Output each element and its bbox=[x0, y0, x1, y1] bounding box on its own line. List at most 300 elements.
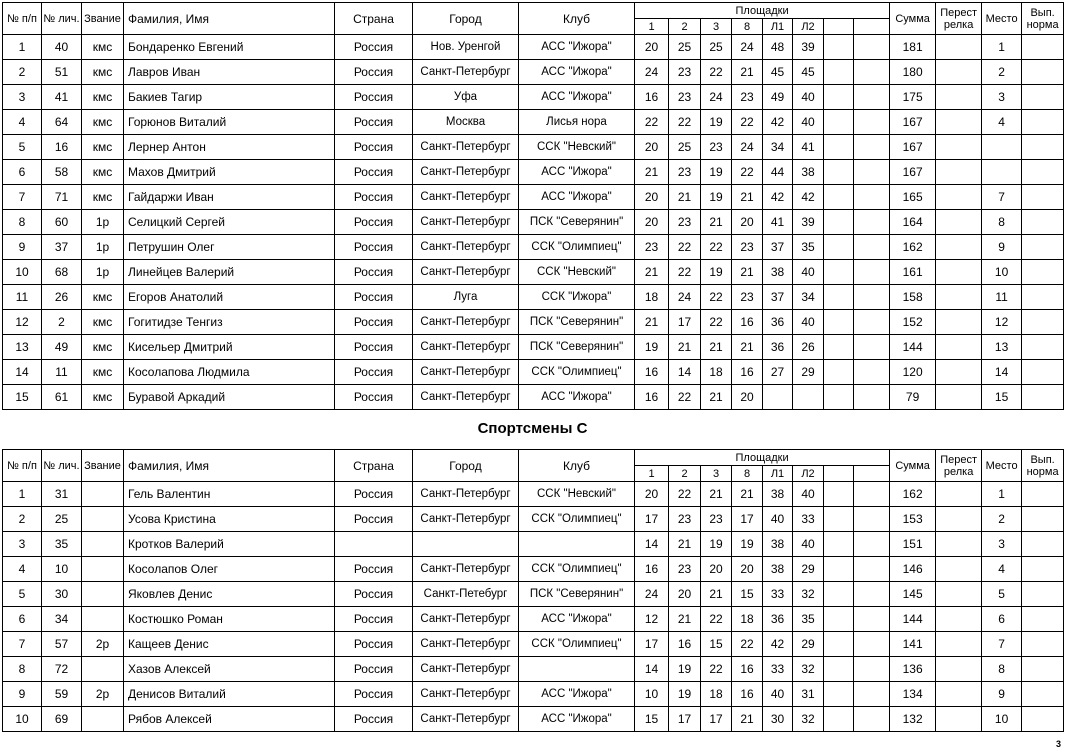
cell-site-score: 22 bbox=[701, 60, 732, 85]
cell-rank: кмс bbox=[82, 335, 124, 360]
table-row bbox=[3, 482, 1064, 507]
cell-rank: 2р bbox=[82, 682, 124, 707]
table-body bbox=[3, 35, 1064, 410]
header-site-col: 8 bbox=[732, 19, 763, 35]
header-city: Город bbox=[413, 3, 519, 35]
cell-site-score: 15 bbox=[701, 632, 732, 657]
cell-num: 7 bbox=[3, 185, 42, 210]
cell-norm bbox=[1022, 335, 1064, 360]
cell-place: 4 bbox=[982, 557, 1022, 582]
header-site-col bbox=[854, 19, 890, 35]
header-sum: Сумма bbox=[890, 450, 936, 482]
cell-site-score bbox=[854, 632, 890, 657]
cell-shootoff bbox=[936, 557, 982, 582]
cell-site-score: 16 bbox=[669, 632, 701, 657]
cell-rank bbox=[82, 482, 124, 507]
header-sites: Площадки bbox=[635, 3, 890, 19]
cell-country: Россия bbox=[335, 35, 413, 60]
cell-lic: 58 bbox=[42, 160, 82, 185]
cell-site-score: 16 bbox=[635, 85, 669, 110]
cell-club: АСС "Ижора" bbox=[519, 682, 635, 707]
cell-site-score: 40 bbox=[793, 532, 824, 557]
cell-place: 7 bbox=[982, 185, 1022, 210]
cell-site-score: 16 bbox=[732, 682, 763, 707]
cell-place: 9 bbox=[982, 682, 1022, 707]
cell-lic: 49 bbox=[42, 335, 82, 360]
cell-rank: кмс bbox=[82, 160, 124, 185]
table-row bbox=[3, 582, 1064, 607]
cell-norm bbox=[1022, 507, 1064, 532]
table-row bbox=[3, 532, 1064, 557]
table-row bbox=[3, 632, 1064, 657]
cell-shootoff bbox=[936, 507, 982, 532]
table-row bbox=[3, 110, 1064, 135]
cell-rank bbox=[82, 707, 124, 732]
cell-norm bbox=[1022, 707, 1064, 732]
cell-site-score: 18 bbox=[701, 360, 732, 385]
cell-rank: кмс bbox=[82, 135, 124, 160]
header-norm: Вып. норма bbox=[1022, 450, 1064, 482]
cell-site-score: 18 bbox=[635, 285, 669, 310]
cell-site-score: 21 bbox=[635, 310, 669, 335]
cell-site-score bbox=[824, 707, 854, 732]
cell-city: Санкт-Петербург bbox=[413, 557, 519, 582]
cell-lic: 51 bbox=[42, 60, 82, 85]
cell-name: Бондаренко Евгений bbox=[124, 35, 335, 60]
cell-site-score: 20 bbox=[732, 210, 763, 235]
cell-site-score: 38 bbox=[763, 260, 793, 285]
cell-norm bbox=[1022, 35, 1064, 60]
cell-site-score: 21 bbox=[732, 707, 763, 732]
cell-place: 4 bbox=[982, 110, 1022, 135]
cell-country: Россия bbox=[335, 707, 413, 732]
cell-place: 8 bbox=[982, 657, 1022, 682]
cell-site-score: 40 bbox=[763, 682, 793, 707]
cell-site-score bbox=[824, 285, 854, 310]
cell-site-score: 20 bbox=[635, 35, 669, 60]
cell-site-score: 37 bbox=[763, 285, 793, 310]
cell-sum: 79 bbox=[890, 385, 936, 410]
cell-site-score: 14 bbox=[635, 657, 669, 682]
header-country: Страна bbox=[335, 3, 413, 35]
cell-lic: 57 bbox=[42, 632, 82, 657]
cell-site-score bbox=[824, 260, 854, 285]
cell-name: Рябов Алексей bbox=[124, 707, 335, 732]
cell-site-score bbox=[854, 85, 890, 110]
cell-norm bbox=[1022, 60, 1064, 85]
cell-club: ПСК "Северянин" bbox=[519, 582, 635, 607]
cell-site-score: 19 bbox=[669, 657, 701, 682]
cell-city: Санкт-Петербург bbox=[413, 135, 519, 160]
cell-club bbox=[519, 532, 635, 557]
cell-site-score: 36 bbox=[763, 607, 793, 632]
cell-num: 10 bbox=[3, 260, 42, 285]
cell-place: 1 bbox=[982, 35, 1022, 60]
cell-site-score: 14 bbox=[669, 360, 701, 385]
cell-site-score: 21 bbox=[732, 335, 763, 360]
cell-lic: 10 bbox=[42, 557, 82, 582]
cell-site-score: 42 bbox=[763, 185, 793, 210]
cell-place: 13 bbox=[982, 335, 1022, 360]
cell-sum: 164 bbox=[890, 210, 936, 235]
cell-shootoff bbox=[936, 682, 982, 707]
cell-site-score: 17 bbox=[669, 707, 701, 732]
cell-name: Махов Дмитрий bbox=[124, 160, 335, 185]
cell-rank: кмс bbox=[82, 85, 124, 110]
cell-num: 6 bbox=[3, 607, 42, 632]
cell-num: 10 bbox=[3, 707, 42, 732]
cell-shootoff bbox=[936, 607, 982, 632]
cell-club: АСС "Ижора" bbox=[519, 385, 635, 410]
cell-rank: 1р bbox=[82, 260, 124, 285]
cell-country: Россия bbox=[335, 385, 413, 410]
cell-site-score: 20 bbox=[732, 557, 763, 582]
header-site-col: 8 bbox=[732, 466, 763, 482]
cell-site-score: 45 bbox=[763, 60, 793, 85]
cell-city: Санкт-Петербург bbox=[413, 482, 519, 507]
cell-site-score: 23 bbox=[732, 285, 763, 310]
cell-name: Яковлев Денис bbox=[124, 582, 335, 607]
cell-site-score: 19 bbox=[701, 110, 732, 135]
cell-site-score: 23 bbox=[669, 210, 701, 235]
cell-shootoff bbox=[936, 210, 982, 235]
header-sum: Сумма bbox=[890, 3, 936, 35]
cell-site-score bbox=[824, 682, 854, 707]
header-lic: № лич. bbox=[42, 3, 82, 35]
cell-site-score bbox=[854, 210, 890, 235]
cell-name: Гель Валентин bbox=[124, 482, 335, 507]
cell-num: 7 bbox=[3, 632, 42, 657]
cell-site-score: 16 bbox=[635, 557, 669, 582]
cell-site-score bbox=[824, 360, 854, 385]
cell-site-score bbox=[763, 385, 793, 410]
cell-rank bbox=[82, 507, 124, 532]
cell-shootoff bbox=[936, 360, 982, 385]
cell-site-score bbox=[854, 557, 890, 582]
table-row bbox=[3, 60, 1064, 85]
cell-name: Косолапова Людмила bbox=[124, 360, 335, 385]
cell-norm bbox=[1022, 185, 1064, 210]
cell-site-score: 21 bbox=[669, 532, 701, 557]
cell-name: Лернер Антон bbox=[124, 135, 335, 160]
cell-norm bbox=[1022, 285, 1064, 310]
cell-rank: кмс bbox=[82, 35, 124, 60]
cell-site-score: 15 bbox=[732, 582, 763, 607]
cell-site-score: 21 bbox=[701, 385, 732, 410]
cell-norm bbox=[1022, 385, 1064, 410]
cell-site-score: 22 bbox=[701, 310, 732, 335]
cell-place: 14 bbox=[982, 360, 1022, 385]
cell-num: 11 bbox=[3, 285, 42, 310]
cell-city: Санкт-Петербург bbox=[413, 607, 519, 632]
cell-site-score: 22 bbox=[669, 235, 701, 260]
cell-site-score bbox=[824, 385, 854, 410]
cell-sum: 146 bbox=[890, 557, 936, 582]
cell-site-score: 25 bbox=[669, 35, 701, 60]
cell-rank bbox=[82, 657, 124, 682]
cell-city: Нов. Уренгой bbox=[413, 35, 519, 60]
cell-site-score: 16 bbox=[635, 385, 669, 410]
cell-club: ССК "Невский" bbox=[519, 260, 635, 285]
cell-place: 3 bbox=[982, 532, 1022, 557]
cell-name: Петрушин Олег bbox=[124, 235, 335, 260]
cell-country: Россия bbox=[335, 160, 413, 185]
cell-site-score: 21 bbox=[701, 210, 732, 235]
cell-place: 9 bbox=[982, 235, 1022, 260]
header-name: Фамилия, Имя bbox=[124, 450, 335, 482]
header-site-col: Л1 bbox=[763, 19, 793, 35]
cell-sum: 153 bbox=[890, 507, 936, 532]
cell-lic: 60 bbox=[42, 210, 82, 235]
cell-site-score bbox=[824, 85, 854, 110]
cell-sum: 144 bbox=[890, 607, 936, 632]
cell-city: Санкт-Петербург bbox=[413, 707, 519, 732]
cell-norm bbox=[1022, 260, 1064, 285]
cell-site-score: 35 bbox=[793, 235, 824, 260]
cell-num: 15 bbox=[3, 385, 42, 410]
cell-rank bbox=[82, 532, 124, 557]
cell-site-score: 19 bbox=[701, 185, 732, 210]
cell-num: 2 bbox=[3, 507, 42, 532]
cell-site-score bbox=[824, 35, 854, 60]
cell-site-score bbox=[824, 110, 854, 135]
cell-site-score: 37 bbox=[763, 235, 793, 260]
cell-country: Россия bbox=[335, 285, 413, 310]
header-rank: Звание bbox=[82, 3, 124, 35]
cell-club: ССК "Невский" bbox=[519, 482, 635, 507]
cell-site-score: 38 bbox=[763, 482, 793, 507]
cell-shootoff bbox=[936, 260, 982, 285]
cell-name: Гогитидзе Тенгиз bbox=[124, 310, 335, 335]
cell-lic: 34 bbox=[42, 607, 82, 632]
cell-name: Хазов Алексей bbox=[124, 657, 335, 682]
cell-norm bbox=[1022, 160, 1064, 185]
cell-rank: кмс bbox=[82, 285, 124, 310]
cell-shootoff bbox=[936, 110, 982, 135]
cell-site-score: 19 bbox=[669, 682, 701, 707]
cell-country: Россия bbox=[335, 557, 413, 582]
cell-site-score: 23 bbox=[732, 85, 763, 110]
cell-site-score: 27 bbox=[763, 360, 793, 385]
cell-norm bbox=[1022, 85, 1064, 110]
cell-site-score: 49 bbox=[763, 85, 793, 110]
cell-site-score: 22 bbox=[732, 110, 763, 135]
section-title: Спортсмены С bbox=[477, 420, 588, 437]
table-header bbox=[3, 3, 1064, 35]
cell-place: 7 bbox=[982, 632, 1022, 657]
cell-site-score: 10 bbox=[635, 682, 669, 707]
cell-country: Россия bbox=[335, 482, 413, 507]
cell-site-score bbox=[854, 657, 890, 682]
cell-rank: 1р bbox=[82, 235, 124, 260]
cell-site-score: 17 bbox=[701, 707, 732, 732]
cell-sum: 151 bbox=[890, 532, 936, 557]
cell-site-score: 20 bbox=[635, 210, 669, 235]
cell-site-score: 33 bbox=[763, 582, 793, 607]
cell-sum: 181 bbox=[890, 35, 936, 60]
cell-country: Россия bbox=[335, 235, 413, 260]
cell-norm bbox=[1022, 657, 1064, 682]
cell-norm bbox=[1022, 532, 1064, 557]
cell-club: ПСК "Северянин" bbox=[519, 310, 635, 335]
header-site-col bbox=[824, 466, 854, 482]
header-site-col: 3 bbox=[701, 19, 732, 35]
header-country: Страна bbox=[335, 450, 413, 482]
cell-sum: 161 bbox=[890, 260, 936, 285]
header-place: Место bbox=[982, 3, 1022, 35]
cell-site-score: 29 bbox=[793, 557, 824, 582]
cell-site-score: 25 bbox=[669, 135, 701, 160]
cell-num: 9 bbox=[3, 682, 42, 707]
cell-norm bbox=[1022, 110, 1064, 135]
header-num: № п/п bbox=[3, 3, 42, 35]
cell-site-score: 21 bbox=[669, 335, 701, 360]
cell-country: Россия bbox=[335, 582, 413, 607]
cell-site-score: 20 bbox=[635, 482, 669, 507]
cell-site-score: 20 bbox=[635, 185, 669, 210]
cell-place: 10 bbox=[982, 260, 1022, 285]
cell-norm bbox=[1022, 135, 1064, 160]
cell-sum: 167 bbox=[890, 110, 936, 135]
cell-site-score bbox=[854, 185, 890, 210]
cell-site-score bbox=[854, 682, 890, 707]
cell-site-score: 21 bbox=[635, 260, 669, 285]
cell-site-score: 23 bbox=[701, 507, 732, 532]
table-body bbox=[3, 482, 1064, 732]
cell-country: Россия bbox=[335, 185, 413, 210]
cell-lic: 2 bbox=[42, 310, 82, 335]
cell-name: Горюнов Виталий bbox=[124, 110, 335, 135]
cell-site-score: 17 bbox=[635, 507, 669, 532]
page-number: 3 bbox=[1055, 739, 1061, 749]
cell-sum: 152 bbox=[890, 310, 936, 335]
cell-lic: 37 bbox=[42, 235, 82, 260]
cell-num: 1 bbox=[3, 482, 42, 507]
cell-site-score: 18 bbox=[701, 682, 732, 707]
cell-country: Россия bbox=[335, 135, 413, 160]
cell-site-score: 21 bbox=[669, 185, 701, 210]
cell-site-score: 23 bbox=[669, 85, 701, 110]
cell-site-score: 14 bbox=[635, 532, 669, 557]
header-site-col: 2 bbox=[669, 466, 701, 482]
header-club: Клуб bbox=[519, 3, 635, 35]
cell-country: Россия bbox=[335, 607, 413, 632]
cell-country: Россия bbox=[335, 632, 413, 657]
table-row bbox=[3, 310, 1064, 335]
cell-norm bbox=[1022, 632, 1064, 657]
cell-city: Санкт-Петербург bbox=[413, 657, 519, 682]
cell-num: 5 bbox=[3, 135, 42, 160]
cell-site-score: 24 bbox=[701, 85, 732, 110]
cell-site-score: 22 bbox=[732, 632, 763, 657]
cell-site-score: 24 bbox=[635, 582, 669, 607]
cell-site-score: 21 bbox=[701, 582, 732, 607]
cell-club: ССК "Ижора" bbox=[519, 285, 635, 310]
cell-site-score: 40 bbox=[793, 260, 824, 285]
table-row bbox=[3, 35, 1064, 60]
cell-site-score bbox=[824, 135, 854, 160]
cell-name: Костюшко Роман bbox=[124, 607, 335, 632]
cell-city: Луга bbox=[413, 285, 519, 310]
cell-club: АСС "Ижора" bbox=[519, 85, 635, 110]
cell-site-score: 38 bbox=[763, 532, 793, 557]
cell-site-score: 22 bbox=[669, 385, 701, 410]
cell-site-score: 24 bbox=[635, 60, 669, 85]
cell-shootoff bbox=[936, 532, 982, 557]
cell-name: Лавров Иван bbox=[124, 60, 335, 85]
cell-place: 11 bbox=[982, 285, 1022, 310]
cell-lic: 31 bbox=[42, 482, 82, 507]
cell-lic: 71 bbox=[42, 185, 82, 210]
cell-site-score: 42 bbox=[793, 185, 824, 210]
cell-num: 3 bbox=[3, 532, 42, 557]
cell-name: Бакиев Тагир bbox=[124, 85, 335, 110]
cell-num: 9 bbox=[3, 235, 42, 260]
cell-city: Санкт-Петербург bbox=[413, 160, 519, 185]
table-row bbox=[3, 657, 1064, 682]
cell-site-score: 20 bbox=[635, 135, 669, 160]
cell-site-score: 17 bbox=[669, 310, 701, 335]
cell-num: 14 bbox=[3, 360, 42, 385]
cell-rank: кмс bbox=[82, 185, 124, 210]
cell-site-score: 21 bbox=[635, 160, 669, 185]
cell-name: Кащеев Денис bbox=[124, 632, 335, 657]
cell-site-score: 38 bbox=[793, 160, 824, 185]
cell-num: 13 bbox=[3, 335, 42, 360]
cell-shootoff bbox=[936, 582, 982, 607]
cell-place: 10 bbox=[982, 707, 1022, 732]
cell-site-score bbox=[854, 607, 890, 632]
cell-name: Буравой Аркадий bbox=[124, 385, 335, 410]
cell-site-score: 36 bbox=[763, 310, 793, 335]
cell-lic: 59 bbox=[42, 682, 82, 707]
cell-country: Россия bbox=[335, 657, 413, 682]
header-shootoff: Перест релка bbox=[936, 3, 982, 35]
header-site-col: 1 bbox=[635, 466, 669, 482]
cell-shootoff bbox=[936, 235, 982, 260]
cell-city: Санкт-Петербург bbox=[413, 260, 519, 285]
cell-lic: 40 bbox=[42, 35, 82, 60]
cell-site-score: 39 bbox=[793, 210, 824, 235]
cell-city: Санкт-Петербург bbox=[413, 185, 519, 210]
cell-city: Санкт-Петербург bbox=[413, 235, 519, 260]
cell-site-score: 29 bbox=[793, 360, 824, 385]
cell-site-score: 48 bbox=[763, 35, 793, 60]
cell-country: Россия bbox=[335, 310, 413, 335]
cell-site-score: 22 bbox=[669, 260, 701, 285]
cell-country: Россия bbox=[335, 507, 413, 532]
cell-rank bbox=[82, 557, 124, 582]
cell-site-score: 32 bbox=[793, 582, 824, 607]
cell-site-score: 17 bbox=[635, 632, 669, 657]
table-row bbox=[3, 507, 1064, 532]
cell-site-score bbox=[854, 35, 890, 60]
cell-num: 4 bbox=[3, 110, 42, 135]
cell-site-score: 22 bbox=[732, 160, 763, 185]
cell-site-score: 21 bbox=[732, 482, 763, 507]
cell-num: 8 bbox=[3, 657, 42, 682]
cell-site-score: 12 bbox=[635, 607, 669, 632]
cell-club: АСС "Ижора" bbox=[519, 35, 635, 60]
cell-shootoff bbox=[936, 35, 982, 60]
cell-site-score bbox=[854, 110, 890, 135]
cell-site-score: 22 bbox=[635, 110, 669, 135]
header-rank: Звание bbox=[82, 450, 124, 482]
cell-site-score: 24 bbox=[669, 285, 701, 310]
cell-norm bbox=[1022, 310, 1064, 335]
cell-norm bbox=[1022, 682, 1064, 707]
header-site-col: 1 bbox=[635, 19, 669, 35]
